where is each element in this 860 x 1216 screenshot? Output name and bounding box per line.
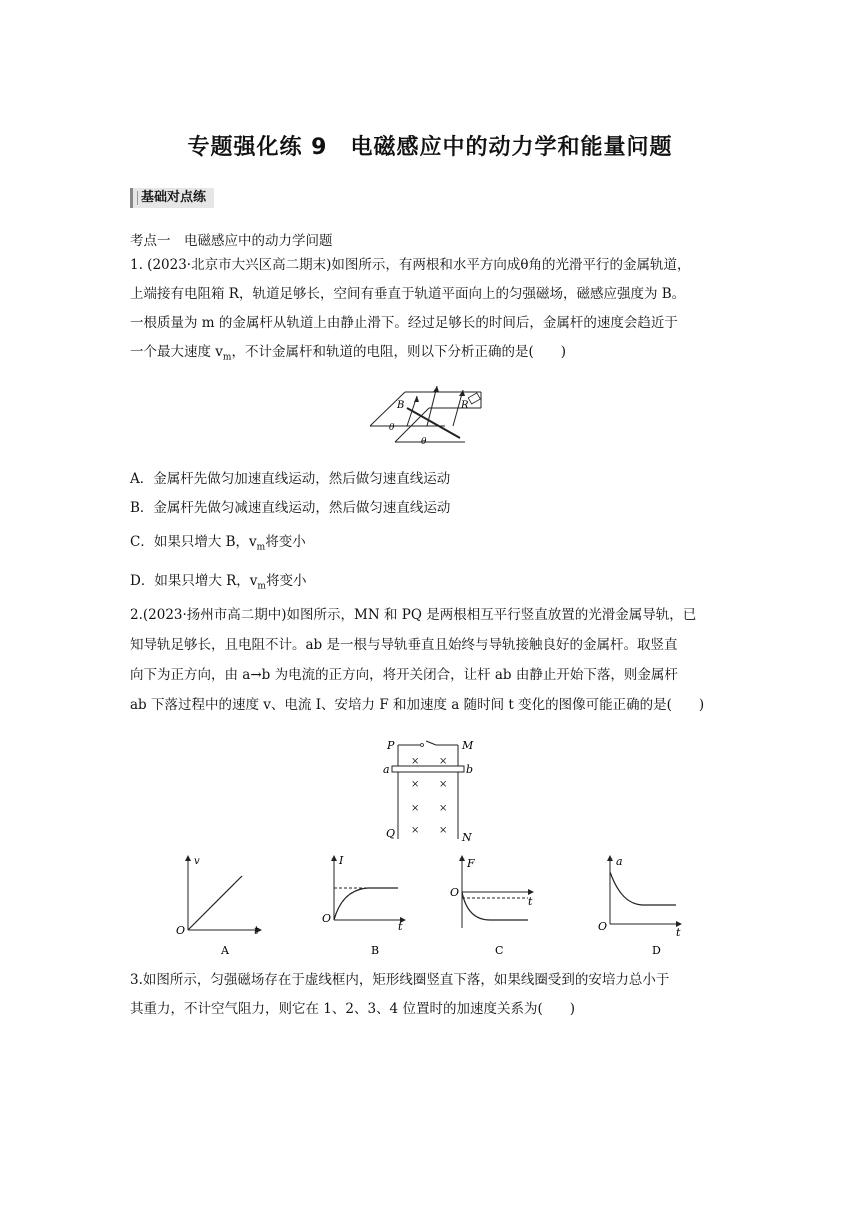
graph-a-xlabel: t: [254, 924, 259, 937]
q1-option-d: D．如果只增大 R，$v_m$将变小: [130, 573, 307, 592]
q2-line-3: 向下为正方向，由 a→b 为电流的正方向，将开关闭合，让杆 ab 由静止开始下落，则金属杆: [130, 667, 678, 683]
q1-label-B: B: [397, 400, 405, 411]
q2-figure: [370, 735, 480, 845]
q3-line-1: 3.如图所示，匀强磁场存在于虚线框内，矩形线圈竖直下落，如果线圈受到的安培力总小于: [130, 972, 670, 988]
q1-line-2: 上端接有电阻箱 R，轨道足够长，空间有垂直于轨道平面向上的匀强磁场，磁感应强度为 B。: [130, 286, 686, 302]
q1-label-theta-1: θ: [389, 423, 395, 433]
graph-a-origin: O: [176, 924, 186, 937]
graph-a: [170, 850, 270, 960]
field-cross: ×: [411, 756, 420, 767]
q1-line-3: 一根质量为 m 的金属杆从轨道上由静止滑下。经过足够长的时间后，金属杆的速度会趋近于: [130, 315, 678, 331]
graph-a-caption: A: [221, 944, 229, 957]
field-cross: ×: [439, 756, 448, 767]
q3-line-2: 其重力，不计空气阻力，则它在 1、2、3、4 位置时的加速度关系为( ): [130, 1001, 575, 1017]
page-title: 专题强化练 9 电磁感应中的动力学和能量问题: [187, 135, 673, 160]
q2-label-P: P: [387, 739, 395, 752]
q1-option-b: B．金属杆先做匀减速直线运动，然后做匀速直线运动: [130, 500, 451, 516]
knowledge-point-heading: 考点一 电磁感应中的动力学问题: [130, 233, 333, 249]
question-3: [130, 966, 740, 1024]
graph-c-xlabel: t: [528, 895, 533, 908]
graph-c: [450, 850, 550, 960]
section-tag: 基础对点练: [130, 188, 214, 208]
graph-d-caption: D: [652, 944, 661, 957]
q1-option-c: C．如果只增大 B，$v_m$将变小: [130, 534, 306, 553]
q1-figure: [365, 378, 495, 453]
field-cross: ×: [411, 825, 420, 836]
q1-line-4: 一个最大速度 $v_m$，不计金属杆和轨道的电阻，则以下分析正确的是( ): [130, 344, 567, 363]
q2-line-4: ab 下落过程中的速度 v、电流 I、安培力 F 和加速度 a 随时间 t 变化的图像可能正确的是( ): [130, 697, 705, 713]
graph-c-origin: O: [450, 886, 460, 899]
question-1: [130, 251, 740, 373]
q2-label-b: b: [466, 763, 474, 776]
q2-label-N: N: [462, 831, 472, 844]
q2-label-M: M: [462, 739, 474, 752]
graph-b: [318, 850, 418, 960]
field-cross: ×: [439, 803, 448, 814]
field-cross: ×: [439, 825, 448, 836]
graph-d: [596, 850, 696, 960]
q2-label-a: a: [383, 763, 390, 776]
graph-b-ylabel: I: [339, 854, 344, 867]
graph-b-caption: B: [371, 944, 380, 957]
q1-label-R: R: [461, 400, 469, 411]
graph-d-ylabel: a: [616, 855, 623, 868]
q2-line-2: 知导轨足够长，且电阻不计。ab 是一根与导轨垂直且始终与导轨接触良好的金属杆。取竖直: [130, 637, 678, 653]
q2-line-1: 2.(2023·扬州市高二期中)如图所示，MN 和 PQ 是两根相互平行竖直放置的光滑金属导轨，已: [130, 607, 697, 623]
graph-a-ylabel: v: [194, 856, 200, 867]
question-2: [130, 600, 740, 720]
graph-d-origin: O: [598, 920, 608, 933]
field-cross: ×: [411, 779, 420, 790]
field-cross: ×: [411, 803, 420, 814]
q2-label-Q: Q: [386, 827, 396, 840]
field-cross: ×: [439, 779, 448, 790]
graph-b-origin: O: [322, 912, 332, 925]
q1-option-a: A．金属杆先做匀加速直线运动，然后做匀速直线运动: [130, 471, 451, 487]
graph-d-xlabel: t: [676, 926, 681, 939]
q1-label-theta-2: θ: [421, 437, 427, 447]
graph-b-xlabel: t: [398, 920, 403, 933]
graph-c-ylabel: F: [467, 857, 475, 870]
q1-line-1: 1. (2023·北京市大兴区高二期末)如图所示，有两根和水平方向成θ角的光滑平行的金属轨道，: [130, 257, 691, 273]
graph-c-caption: C: [495, 944, 504, 957]
